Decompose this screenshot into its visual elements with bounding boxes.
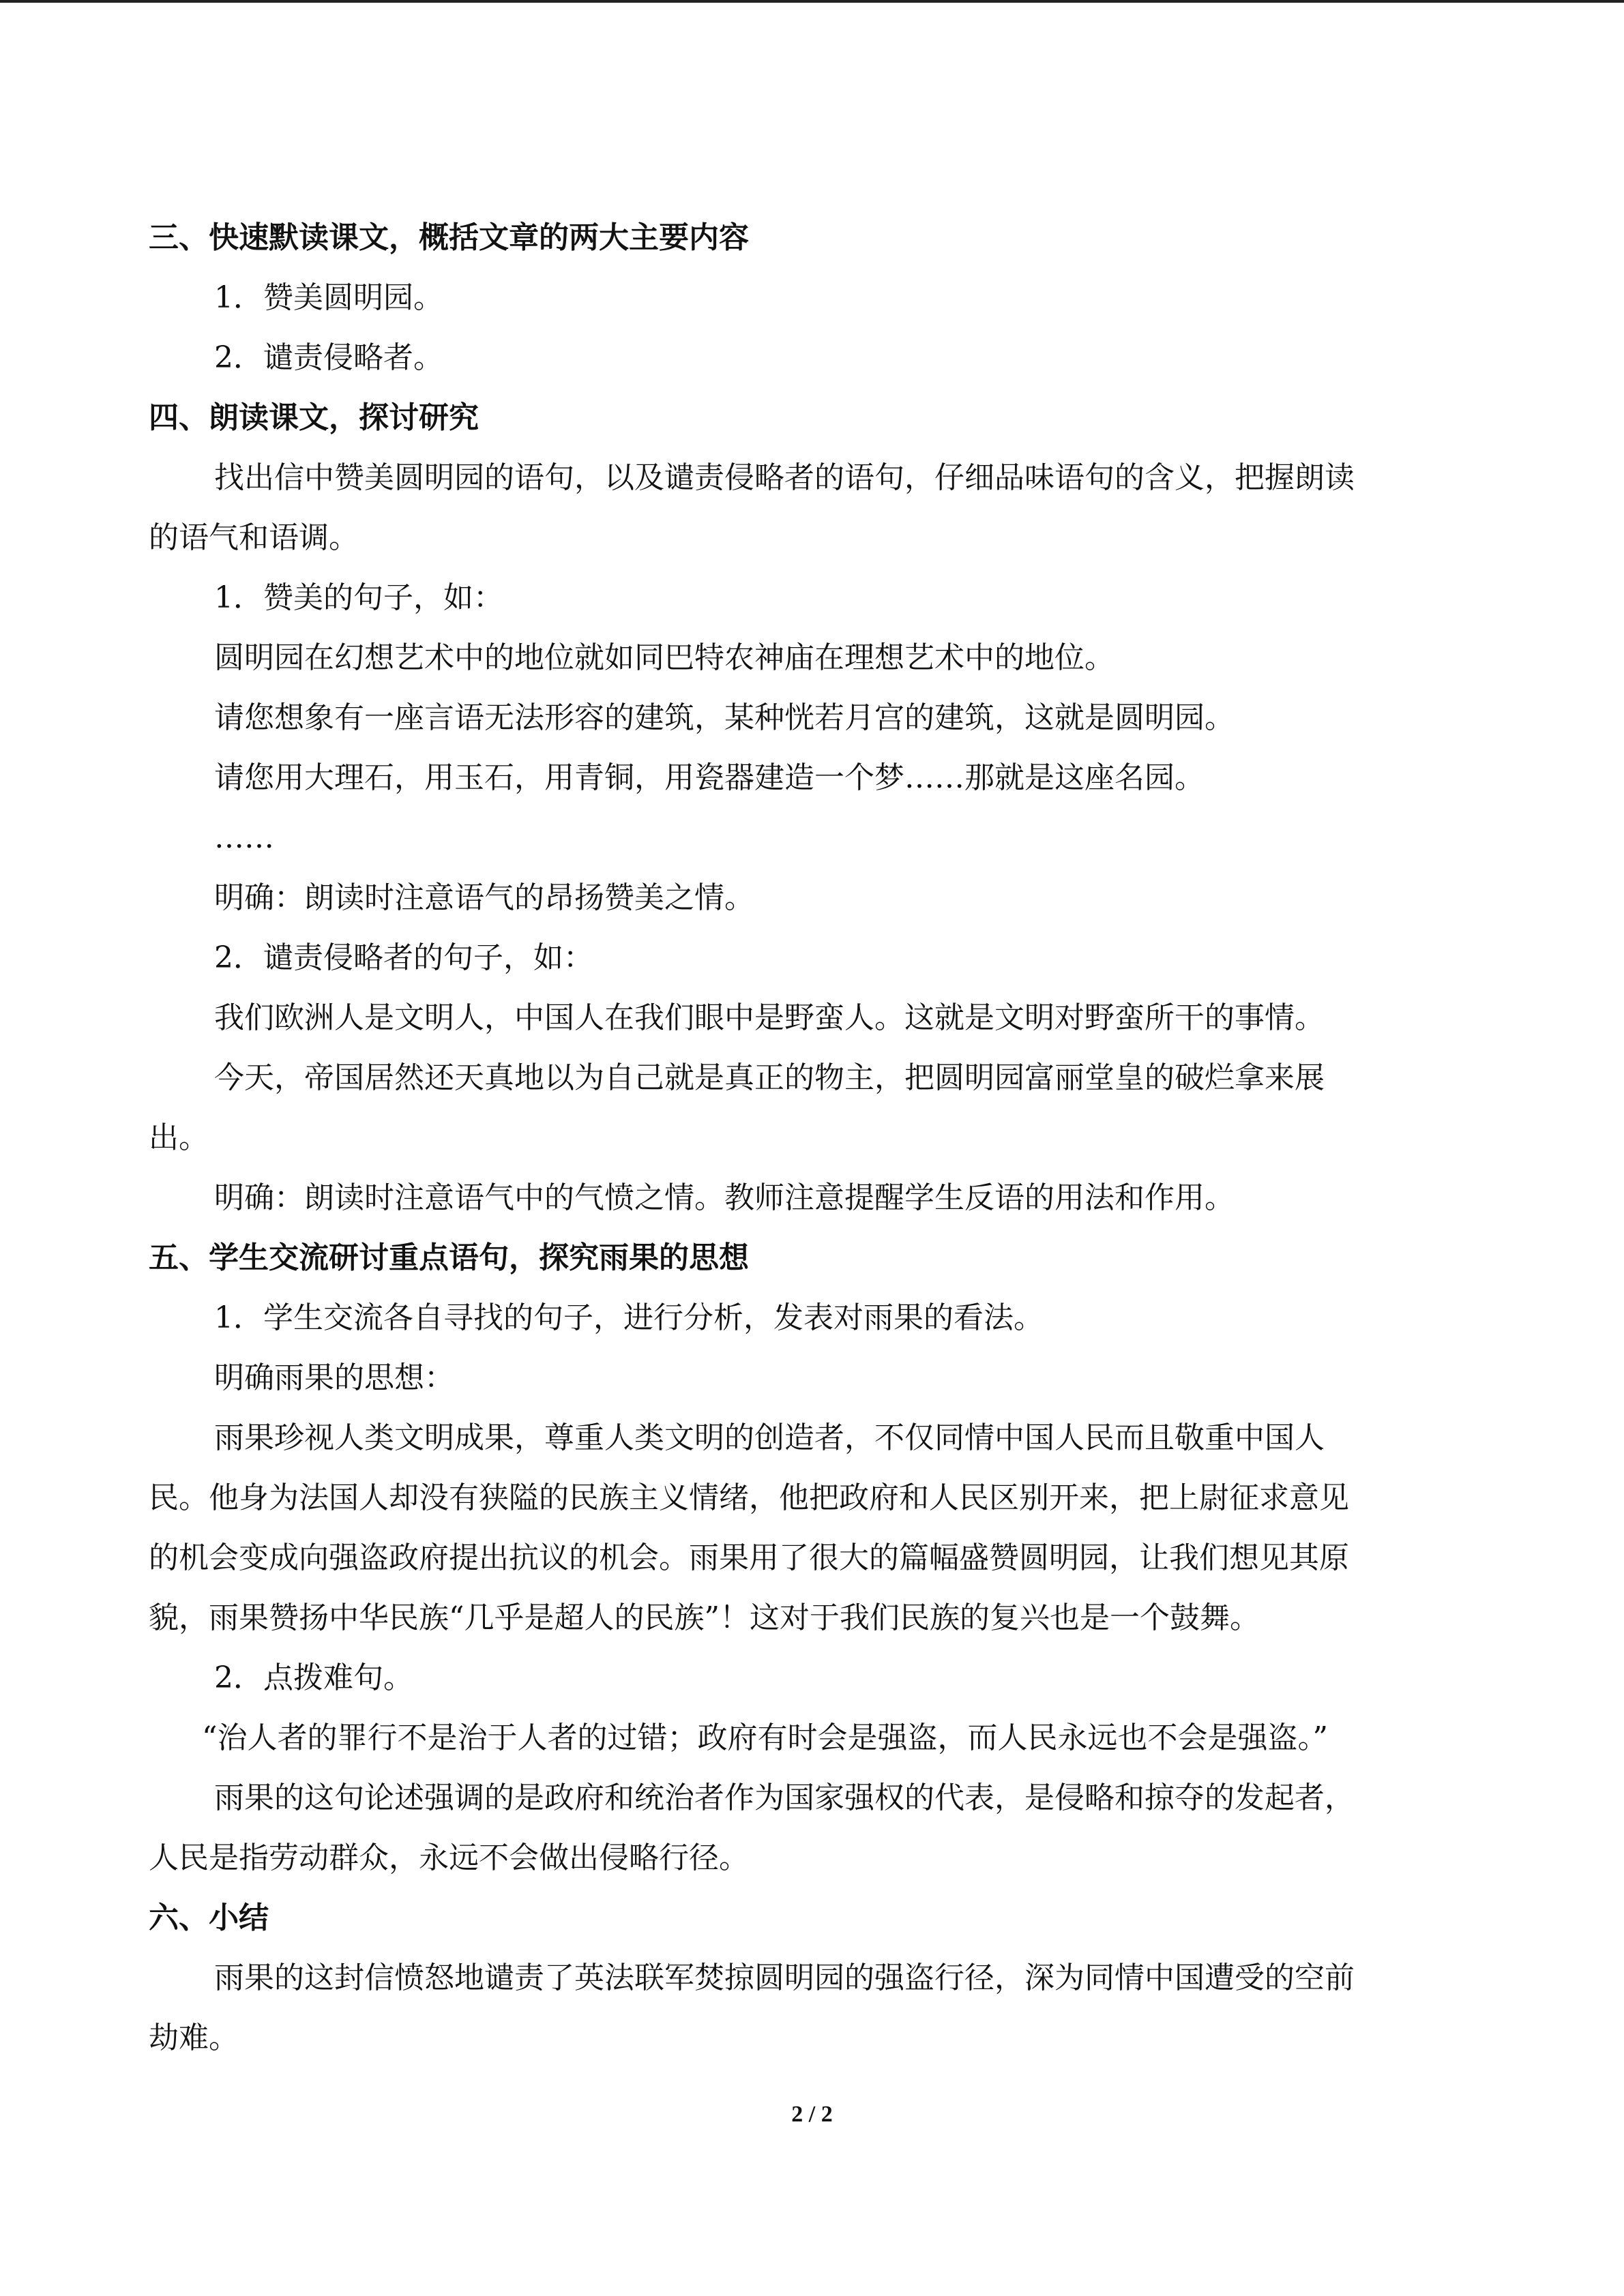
paragraph-line: 貌，雨果赞扬中华民族“几乎是超人的民族”！这对于我们民族的复兴也是一个鼓舞。: [149, 1600, 1260, 1635]
quote-line: 出。: [149, 1120, 209, 1155]
section-heading-4: 四、朗读课文，探讨研究: [149, 400, 479, 435]
list-item: 2．谴责侵略者。: [214, 340, 443, 375]
note-line: 明确：朗读时注意语气中的气愤之情。教师注意提醒学生反语的用法和作用。: [214, 1180, 1235, 1215]
section-heading-6: 六、小结: [149, 1900, 269, 1935]
list-item: 2．点拨难句。: [214, 1660, 413, 1695]
list-item: 1．赞美圆明园。: [214, 280, 443, 315]
top-border: [0, 0, 1624, 3]
paragraph-line: 民。他身为法国人却没有狭隘的民族主义情绪，他把政府和人民区别开来，把上尉征求意见: [149, 1480, 1349, 1515]
paragraph-line: 雨果的这句论述强调的是政府和统治者作为国家强权的代表，是侵略和掠夺的发起者，: [214, 1780, 1355, 1815]
paragraph-line: 的语气和语调。: [149, 520, 359, 555]
section-heading-3: 三、快速默读课文，概括文章的两大主要内容: [149, 220, 749, 255]
subheading: 1．赞美的句子，如：: [214, 580, 503, 615]
section-heading-5: 五、学生交流研讨重点语句，探究雨果的思想: [149, 1240, 749, 1275]
ellipsis-line: ……: [214, 820, 274, 855]
paragraph-line: 找出信中赞美圆明园的语句，以及谴责侵略者的语句，仔细品味语句的含义，把握朗读: [214, 460, 1355, 495]
paragraph-line: 人民是指劳动群众，永远不会做出侵略行径。: [149, 1840, 749, 1875]
page-number: 2 / 2: [791, 2102, 833, 2127]
quote-line: 圆明园在幻想艺术中的地位就如同巴特农神庙在理想艺术中的地位。: [214, 640, 1114, 675]
quote-line: 请您用大理石，用玉石，用青铜，用瓷器建造一个梦……那就是这座名园。: [214, 760, 1205, 795]
quote-line: 今天，帝国居然还天真地以为自己就是真正的物主，把圆明园富丽堂皇的破烂拿来展: [214, 1060, 1325, 1095]
note-title: 明确雨果的思想：: [214, 1360, 454, 1395]
paragraph-line: 雨果珍视人类文明成果，尊重人类文明的创造者，不仅同情中国人民而且敬重中国人: [214, 1420, 1325, 1455]
quote-line: 请您想象有一座言语无法形容的建筑，某种恍若月宫的建筑，这就是圆明园。: [214, 700, 1235, 735]
paragraph-line: 的机会变成向强盗政府提出抗议的机会。雨果用了很大的篇幅盛赞圆明园，让我们想见其原: [149, 1540, 1349, 1575]
quote-line: 我们欧洲人是文明人，中国人在我们眼中是野蛮人。这就是文明对野蛮所干的事情。: [214, 1000, 1325, 1035]
document-body: [149, 208, 1458, 2068]
list-item: 1．学生交流各自寻找的句子，进行分析，发表对雨果的看法。: [214, 1300, 1044, 1335]
paragraph-line: 雨果的这封信愤怒地谴责了英法联军焚掠圆明园的强盗行径，深为同情中国遭受的空前: [214, 1960, 1355, 1995]
subheading: 2．谴责侵略者的句子，如：: [214, 940, 593, 975]
note-line: 明确：朗读时注意语气的昂扬赞美之情。: [214, 880, 754, 915]
quote-line: “治人者的罪行不是治于人者的过错；政府有时会是强盗，而人民永远也不会是强盗。”: [202, 1720, 1328, 1755]
paragraph-line: 劫难。: [149, 2021, 239, 2055]
